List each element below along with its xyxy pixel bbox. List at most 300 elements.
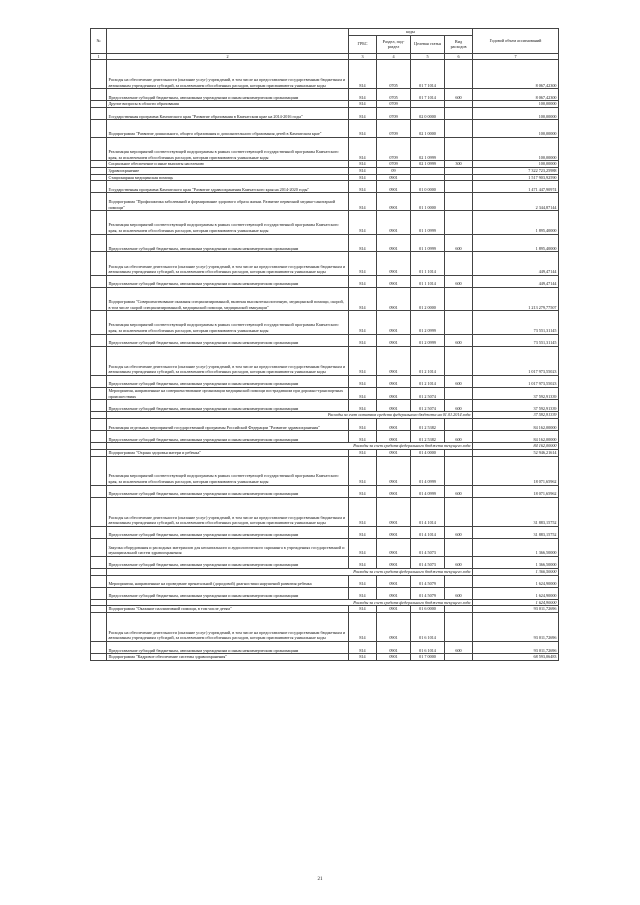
cell-name: Подпрограмма "Охрана здоровья матери и ребенка" (107, 449, 349, 456)
budget-table (90, 28, 559, 661)
cell-sum: 73 551,31145 (473, 311, 559, 334)
cell-grbs: 814 (349, 526, 377, 538)
cell-grbs: 814 (349, 419, 377, 431)
cell-name: Предоставление субсидий бюджетным, автономным учреждениям и иным некоммерческим организациям (107, 275, 349, 287)
cell-razdel: 0901 (377, 497, 411, 526)
cell-csr (411, 101, 445, 108)
table-row (91, 287, 559, 310)
cell-name: Предоставление субсидий бюджетным, автономным учреждениям и иным некоммерческим организациям (107, 556, 349, 568)
cell-razdel: 0901 (377, 485, 411, 497)
table-row (91, 137, 559, 160)
table-row (91, 193, 559, 211)
cell-vr: 600 (445, 556, 473, 568)
table-row (91, 252, 559, 275)
cell-number (91, 556, 107, 568)
cell-grbs: 814 (349, 252, 377, 275)
cell-name: Здравоохранение (107, 167, 349, 174)
cell-grbs: 814 (349, 193, 377, 211)
col-grbs-header: ГРБС (349, 35, 377, 53)
page-number: 21 (317, 877, 323, 882)
cell-vr: 600 (445, 334, 473, 346)
cell-vr (445, 193, 473, 211)
cell-vr (445, 388, 473, 400)
cell-name: Стационарная медицинская помощь (107, 174, 349, 181)
cell-grbs: 814 (349, 575, 377, 587)
cell-vr (445, 613, 473, 642)
cell-vr (445, 538, 473, 556)
note-sum: 37 592,91339 (473, 412, 559, 419)
cell-sum: 1 624,90000 (473, 587, 559, 599)
cell-name: Подпрограмма "Развитие дошкольного, общего образования и дополнительного образования детей в Камчатском крае" (107, 120, 349, 138)
cell-sum: 84 162,00000 (473, 431, 559, 443)
cell-number (91, 161, 107, 168)
cell-name: Реализация мероприятий соответствующей подпрограммы в рамках соответствующей государственной программы Камчатского края, за исключением обособленных расходов, которым присваиваются уникальные коды (107, 137, 349, 160)
cell-vr (445, 287, 473, 310)
cell-sum: 100,00000 (473, 107, 559, 119)
cell-number (91, 485, 107, 497)
cell-vr (445, 174, 473, 181)
cell-razdel: 0901 (377, 606, 411, 613)
cell-sum: 68 593,06483 (473, 654, 559, 661)
colnum: 1 (91, 53, 107, 60)
cell-grbs: 814 (349, 606, 377, 613)
cell-sum: 100,00000 (473, 120, 559, 138)
cell-csr: 01 4 5079 (411, 587, 445, 599)
cell-sum: 31 883,15752 (473, 497, 559, 526)
cell-csr: 01 1 0999 (411, 211, 445, 234)
cell-grbs: 814 (349, 538, 377, 556)
cell-sum: 100,00000 (473, 101, 559, 108)
table-row (91, 587, 559, 599)
table-row (91, 167, 559, 174)
table-row (91, 60, 559, 89)
cell-number (91, 538, 107, 556)
cell-razdel: 0709 (377, 107, 411, 119)
colnum: 7 (473, 53, 559, 60)
table-row (91, 400, 559, 412)
cell-vr (445, 449, 473, 456)
cell-grbs: 814 (349, 120, 377, 138)
cell-number (91, 599, 107, 606)
cell-csr: 01 6 0000 (411, 606, 445, 613)
cell-sum: 93 011,72696 (473, 613, 559, 642)
cell-csr: 02 1 0000 (411, 120, 445, 138)
col-razdel-header: Раздел, под-раздел (377, 35, 411, 53)
cell-csr: 01 6 1014 (411, 642, 445, 654)
cell-vr (445, 311, 473, 334)
note-text: Расходы за счет средств федерального бюджета текущего года (107, 599, 473, 606)
cell-vr (445, 497, 473, 526)
cell-number (91, 526, 107, 538)
cell-sum: 1 517 903,92590 (473, 174, 559, 181)
cell-name: Расходы на обеспечение деятельности (оказание услуг) учреждений, в том числе на предоставление государственным бюджетным и автономным учреждениям субсидий, за исключением обособленных расходов, которым присваиваются уникальные коды (107, 346, 349, 375)
cell-grbs: 814 (349, 556, 377, 568)
cell-name: Подпрограмма "Кадровое обеспечение системы здравоохранения" (107, 654, 349, 661)
cell-csr: 01 4 1014 (411, 526, 445, 538)
cell-name: Подпрограмма "Профилактика заболеваний и формирование здорового образа жизни. Развитие первичной медико-санитарной помощи" (107, 193, 349, 211)
cell-name: Государственная программа Камчатского края "Развитие здравоохранения Камчатского края на 2014-2020 годы" (107, 181, 349, 193)
cell-number (91, 167, 107, 174)
cell-sum: 2 344,87144 (473, 193, 559, 211)
cell-grbs: 814 (349, 642, 377, 654)
cell-csr: 01 2 5074 (411, 400, 445, 412)
cell-number (91, 287, 107, 310)
cell-csr: 01 4 1014 (411, 497, 445, 526)
col-csr-header: Целевая статья (411, 35, 445, 53)
cell-name: Предоставление субсидий бюджетным, автономным учреждениям и иным некоммерческим организациям (107, 642, 349, 654)
cell-grbs: 814 (349, 174, 377, 181)
cell-grbs: 814 (349, 89, 377, 101)
cell-number (91, 334, 107, 346)
cell-csr: 01 4 0000 (411, 449, 445, 456)
cell-grbs: 814 (349, 400, 377, 412)
cell-razdel: 0901 (377, 613, 411, 642)
cell-grbs: 814 (349, 485, 377, 497)
cell-csr: 02 0 0000 (411, 107, 445, 119)
cell-number (91, 375, 107, 387)
note-text: Расходы за счет остатков средств федерального бюджета на 01.01.2014 года (107, 412, 473, 419)
table-note-row (91, 599, 559, 606)
cell-number (91, 412, 107, 419)
cell-vr (445, 181, 473, 193)
cell-razdel: 0901 (377, 575, 411, 587)
cell-number (91, 575, 107, 587)
table-row (91, 606, 559, 613)
table-row (91, 449, 559, 456)
cell-name: Подпрограмма "Совершенствование оказания специализированной, включая высокотехнологичную, медицинской помощи, скорой, в том числе скорой специализированной, медицинской помощи, медицинской эвакуации" (107, 287, 349, 310)
note-sum: 1 366,50000 (473, 568, 559, 575)
col-name-header (107, 29, 349, 54)
cell-sum: 37 592,91339 (473, 400, 559, 412)
cell-razdel: 0901 (377, 654, 411, 661)
cell-razdel: 0901 (377, 234, 411, 252)
cell-grbs: 814 (349, 161, 377, 168)
cell-csr: 01 7 1014 (411, 89, 445, 101)
cell-razdel: 0901 (377, 174, 411, 181)
cell-number (91, 606, 107, 613)
cell-csr: 01 2 1014 (411, 346, 445, 375)
cell-razdel: 0901 (377, 419, 411, 431)
cell-razdel: 0705 (377, 89, 411, 101)
cell-number (91, 101, 107, 108)
colnum: 4 (377, 53, 411, 60)
table-row (91, 275, 559, 287)
cell-csr: 01 2 5382 (411, 431, 445, 443)
cell-razdel: 0901 (377, 311, 411, 334)
cell-number (91, 174, 107, 181)
cell-name: Предоставление субсидий бюджетным, автономным учреждениям и иным некоммерческим организациям (107, 334, 349, 346)
cell-razdel: 0901 (377, 587, 411, 599)
cell-razdel: 0901 (377, 642, 411, 654)
col-codes-header: коды (349, 29, 473, 36)
note-text: Расходы за счет средств федерального бюджета текущего года (107, 443, 473, 450)
table-row (91, 485, 559, 497)
cell-razdel: 0901 (377, 388, 411, 400)
cell-number (91, 193, 107, 211)
cell-vr (445, 346, 473, 375)
cell-vr: 600 (445, 485, 473, 497)
cell-grbs: 814 (349, 431, 377, 443)
cell-sum: 31 883,15752 (473, 526, 559, 538)
cell-razdel: 0709 (377, 161, 411, 168)
cell-csr: 01 4 5073 (411, 538, 445, 556)
cell-number (91, 568, 107, 575)
colnum: 5 (411, 53, 445, 60)
cell-number (91, 234, 107, 252)
cell-vr (445, 575, 473, 587)
cell-name: Предоставление субсидий бюджетным, автономным учреждениям и иным некоммерческим организациям (107, 375, 349, 387)
cell-sum: 73 551,31145 (473, 334, 559, 346)
cell-grbs: 814 (349, 311, 377, 334)
cell-name: Мероприятия, направленные на проведение пренатальной (дородовой) диагностики нарушений развития ребенка (107, 575, 349, 587)
table-row (91, 234, 559, 252)
cell-sum: 37 592,91339 (473, 388, 559, 400)
note-sum: 84 162,00000 (473, 443, 559, 450)
cell-razdel: 0901 (377, 181, 411, 193)
cell-csr: 02 1 0999 (411, 137, 445, 160)
cell-sum: 93 011,72696 (473, 606, 559, 613)
cell-csr: 01 7 1014 (411, 60, 445, 89)
cell-csr: 01 4 0999 (411, 485, 445, 497)
cell-grbs: 814 (349, 181, 377, 193)
cell-csr (411, 167, 445, 174)
cell-vr (445, 167, 473, 174)
table-row (91, 556, 559, 568)
cell-razdel: 0901 (377, 287, 411, 310)
cell-razdel: 0901 (377, 456, 411, 485)
cell-razdel: 0709 (377, 137, 411, 160)
cell-sum: 8 067,42300 (473, 60, 559, 89)
table-row (91, 89, 559, 101)
cell-sum: 7 322 723,25988 (473, 167, 559, 174)
colnum: 6 (445, 53, 473, 60)
cell-number (91, 346, 107, 375)
cell-vr (445, 101, 473, 108)
table-row (91, 575, 559, 587)
table-row (91, 642, 559, 654)
table-row (91, 388, 559, 400)
cell-number (91, 388, 107, 400)
table-row (91, 419, 559, 431)
cell-sum: 1 366,50000 (473, 538, 559, 556)
cell-name: Предоставление субсидий бюджетным, автономным учреждениям и иным некоммерческим организациям (107, 431, 349, 443)
cell-sum: 100,00000 (473, 137, 559, 160)
cell-grbs: 814 (349, 613, 377, 642)
cell-csr: 01 1 0999 (411, 234, 445, 252)
cell-vr (445, 419, 473, 431)
cell-csr: 01 1 1014 (411, 252, 445, 275)
cell-razdel: 0901 (377, 538, 411, 556)
cell-name: Предоставление субсидий бюджетным, автономным учреждениям и иным некоммерческим организациям (107, 526, 349, 538)
cell-grbs: 814 (349, 234, 377, 252)
cell-name: Предоставление субсидий бюджетным, автономным учреждениям и иным некоммерческим организациям (107, 89, 349, 101)
cell-grbs: 814 (349, 587, 377, 599)
table-row (91, 161, 559, 168)
cell-csr: 01 1 1014 (411, 275, 445, 287)
cell-razdel: 0901 (377, 252, 411, 275)
col-number-header: № (91, 29, 107, 54)
cell-razdel: 0709 (377, 120, 411, 138)
cell-razdel: 0901 (377, 449, 411, 456)
cell-sum: 93 011,72696 (473, 642, 559, 654)
cell-sum: 449,47144 (473, 252, 559, 275)
cell-number (91, 587, 107, 599)
colnum: 2 (107, 53, 349, 60)
cell-razdel: 0901 (377, 275, 411, 287)
cell-number (91, 137, 107, 160)
cell-number (91, 654, 107, 661)
cell-razdel: 0901 (377, 193, 411, 211)
cell-csr: 01 0 0000 (411, 181, 445, 193)
cell-vr: 600 (445, 587, 473, 599)
cell-number (91, 211, 107, 234)
cell-number (91, 275, 107, 287)
cell-sum: 1 624,90000 (473, 575, 559, 587)
cell-number (91, 642, 107, 654)
cell-csr: 01 2 1014 (411, 375, 445, 387)
table-row (91, 526, 559, 538)
cell-sum: 1 366,50000 (473, 556, 559, 568)
cell-csr: 01 6 1014 (411, 613, 445, 642)
cell-csr: 01 2 0999 (411, 311, 445, 334)
cell-number (91, 311, 107, 334)
cell-vr (445, 60, 473, 89)
cell-csr: 01 2 0000 (411, 287, 445, 310)
note-text: Расходы за счет средств федерального бюджета текущего года (107, 568, 473, 575)
cell-sum: 449,47144 (473, 275, 559, 287)
cell-vr: 600 (445, 375, 473, 387)
cell-razdel: 0901 (377, 400, 411, 412)
cell-grbs: 814 (349, 654, 377, 661)
budget-page (90, 28, 558, 661)
cell-number (91, 613, 107, 642)
cell-name: Предоставление субсидий бюджетным, автономным учреждениям и иным некоммерческим организациям (107, 587, 349, 599)
colnum: 3 (349, 53, 377, 60)
table-note-row (91, 412, 559, 419)
cell-vr: 600 (445, 89, 473, 101)
cell-name: Расходы на обеспечение деятельности (оказание услуг) учреждений, в том числе на предоставление государственным бюджетным и автономным учреждениям субсидий, за исключением обособленных расходов, которым присваиваются уникальные коды (107, 60, 349, 89)
cell-grbs: 814 (349, 346, 377, 375)
cell-number (91, 252, 107, 275)
cell-razdel: 0901 (377, 556, 411, 568)
cell-number (91, 181, 107, 193)
cell-sum: 1 017 973,55023 (473, 375, 559, 387)
cell-csr: 01 2 5074 (411, 388, 445, 400)
cell-vr: 600 (445, 526, 473, 538)
cell-grbs: 814 (349, 107, 377, 119)
cell-vr (445, 120, 473, 138)
cell-grbs: 814 (349, 211, 377, 234)
cell-name: Другие вопросы в области образования (107, 101, 349, 108)
cell-sum: 18 071,65962 (473, 485, 559, 497)
cell-number (91, 431, 107, 443)
cell-name: Закупка оборудования и расходных материалов для неонатального и аудиологического скрининга в учреждениях государственной и муниципальной систем здравоохранения (107, 538, 349, 556)
table-row (91, 120, 559, 138)
cell-vr: 600 (445, 234, 473, 252)
cell-razdel: 0709 (377, 101, 411, 108)
cell-vr (445, 456, 473, 485)
cell-grbs: 814 (349, 60, 377, 89)
cell-sum: 1 213 279,77507 (473, 287, 559, 310)
cell-sum: 1 895,40000 (473, 211, 559, 234)
table-row (91, 174, 559, 181)
cell-razdel: 0901 (377, 334, 411, 346)
cell-vr: 600 (445, 275, 473, 287)
cell-grbs: 814 (349, 375, 377, 387)
table-row (91, 346, 559, 375)
cell-number (91, 456, 107, 485)
cell-grbs: 814 (349, 456, 377, 485)
cell-name: Реализация мероприятий соответствующей подпрограммы в рамках соответствующей государственной программы Камчатского края, за исключением обособленных расходов, которым присваиваются уникальные коды (107, 311, 349, 334)
cell-csr: 02 1 0999 (411, 161, 445, 168)
cell-razdel: 0901 (377, 526, 411, 538)
cell-vr: 300 (445, 161, 473, 168)
cell-vr (445, 654, 473, 661)
cell-sum: 18 071,65962 (473, 456, 559, 485)
cell-sum: 1 017 973,55023 (473, 346, 559, 375)
cell-vr: 600 (445, 400, 473, 412)
table-row (91, 334, 559, 346)
cell-grbs: 814 (349, 497, 377, 526)
cell-csr: 01 4 5079 (411, 575, 445, 587)
cell-name: Государственная программа Камчатского края "Развитие образования в Камчатском крае на 2014-2016 годы" (107, 107, 349, 119)
cell-name: Предоставление субсидий бюджетным, автономным учреждениям и иным некоммерческим организациям (107, 234, 349, 252)
cell-csr: 01 4 0999 (411, 456, 445, 485)
cell-grbs: 814 (349, 137, 377, 160)
cell-name: Предоставление субсидий бюджетным, автономным учреждениям и иным некоммерческим организациям (107, 485, 349, 497)
cell-number (91, 120, 107, 138)
table-row (91, 101, 559, 108)
cell-grbs: 814 (349, 334, 377, 346)
cell-sum: 8 067,42300 (473, 89, 559, 101)
cell-number (91, 497, 107, 526)
table-note-row (91, 443, 559, 450)
cell-csr: 01 1 0000 (411, 193, 445, 211)
table-row (91, 311, 559, 334)
cell-sum: 100,00000 (473, 161, 559, 168)
cell-grbs: 814 (349, 275, 377, 287)
cell-name: Расходы на обеспечение деятельности (оказание услуг) учреждений, в том числе на предоставление государственным бюджетным и автономным учреждениям субсидий, за исключением обособленных расходов, которым присваиваются уникальные коды (107, 497, 349, 526)
table-body (91, 60, 559, 661)
cell-name: Реализация мероприятий соответствующей подпрограммы в рамках соответствующей государственной программы Камчатского края, за исключением обособленных расходов, которым присваиваются уникальные коды (107, 456, 349, 485)
cell-vr: 600 (445, 431, 473, 443)
cell-razdel: 0901 (377, 211, 411, 234)
cell-sum: 52 946,21614 (473, 449, 559, 456)
cell-grbs: 814 (349, 449, 377, 456)
table-row (91, 181, 559, 193)
cell-number (91, 443, 107, 450)
cell-name: Расходы на обеспечение деятельности (оказание услуг) учреждений, в том числе на предоставление государственным бюджетным и автономным учреждениям субсидий, за исключением обособленных расходов, которым присваиваются уникальные коды (107, 613, 349, 642)
cell-number (91, 400, 107, 412)
cell-number (91, 107, 107, 119)
table-row (91, 654, 559, 661)
table-row (91, 538, 559, 556)
cell-vr: 600 (445, 642, 473, 654)
cell-name: Реализация мероприятий соответствующей подпрограммы в рамках соответствующей государственной программы Камчатского края, за исключением обособленных расходов, которым присваиваются уникальные коды (107, 211, 349, 234)
cell-vr (445, 606, 473, 613)
table-row (91, 375, 559, 387)
col-total-header: Годовой объем ассигнований (473, 29, 559, 54)
cell-csr: 01 7 0000 (411, 654, 445, 661)
cell-sum: 84 162,00000 (473, 419, 559, 431)
table-note-row (91, 568, 559, 575)
cell-razdel: 09 (377, 167, 411, 174)
cell-number (91, 60, 107, 89)
cell-csr: 01 4 5073 (411, 556, 445, 568)
cell-sum: 1 895,40000 (473, 234, 559, 252)
cell-grbs: 814 (349, 287, 377, 310)
cell-sum: 1 471 447,90974 (473, 181, 559, 193)
